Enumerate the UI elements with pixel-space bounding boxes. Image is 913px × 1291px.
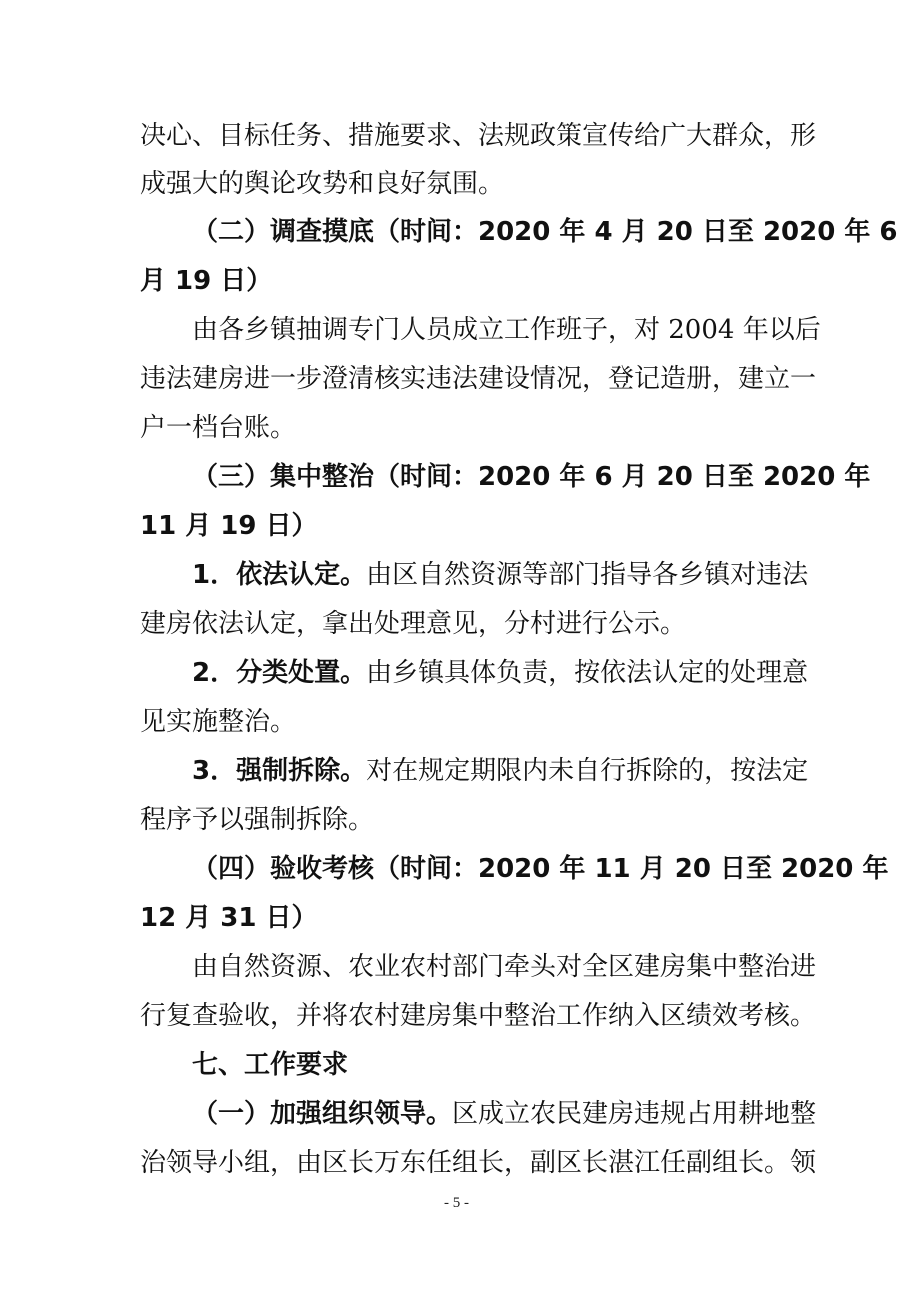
list-item-text: 由区自然资源等部门指导各乡镇对违法 [366, 560, 809, 590]
section-heading: （四）验收考核（时间：2020 年 11 月 20 日至 2020 年 [192, 854, 889, 884]
list-item-heading: 2．分类处置。 [192, 658, 367, 688]
body-text-line: 决心、目标任务、措施要求、法规政策宣传给广大群众，形 [140, 121, 817, 151]
chapter-heading: 七、工作要求 [192, 1050, 349, 1080]
section-heading: 11 月 19 日） [140, 511, 318, 541]
body-text-line: 建房依法认定，拿出处理意见，分村进行公示。 [140, 609, 687, 639]
body-text-line: 治领导小组，由区长万东任组长，副区长湛江任副组长。领 [140, 1148, 817, 1178]
list-item-heading: （一）加强组织领导。 [192, 1099, 453, 1129]
list-item [192, 653, 809, 693]
body-text-line: 行复查验收，并将农村建房集中整治工作纳入区绩效考核。 [140, 1001, 817, 1031]
page-number: - 5 - [444, 1195, 469, 1211]
list-item-text: 对在规定期限内未自行拆除的，按法定 [366, 756, 809, 786]
list-item-heading: 1．依法认定。 [192, 560, 367, 590]
section-heading: 月 19 日） [140, 266, 273, 296]
section-heading: 12 月 31 日） [140, 903, 318, 933]
list-item [192, 555, 809, 595]
body-text-line: 由各乡镇抽调专门人员成立工作班子，对 2004 年以后 [192, 315, 821, 345]
body-text-line: 程序予以强制拆除。 [140, 805, 375, 835]
list-item-text: 由乡镇具体负责，按依法认定的处理意 [366, 658, 809, 688]
body-text-line: 户一档台账。 [140, 413, 297, 443]
body-text-line: 违法建房进一步澄清核实违法建设情况，登记造册，建立一 [140, 364, 817, 394]
section-heading: （三）集中整治（时间：2020 年 6 月 20 日至 2020 年 [192, 462, 871, 492]
list-item-heading: 3．强制拆除。 [192, 756, 367, 786]
body-text-line: 成强大的舆论攻势和良好氛围。 [140, 169, 505, 199]
list-item [192, 751, 809, 791]
section-heading: （二）调查摸底（时间：2020 年 4 月 20 日至 2020 年 6 [192, 217, 898, 247]
list-item [192, 1094, 817, 1134]
list-item-text: 区成立农民建房违规占用耕地整 [452, 1099, 817, 1129]
body-text-line: 由自然资源、农业农村部门牵头对全区建房集中整治进 [192, 952, 817, 982]
body-text-line: 见实施整治。 [140, 707, 297, 737]
